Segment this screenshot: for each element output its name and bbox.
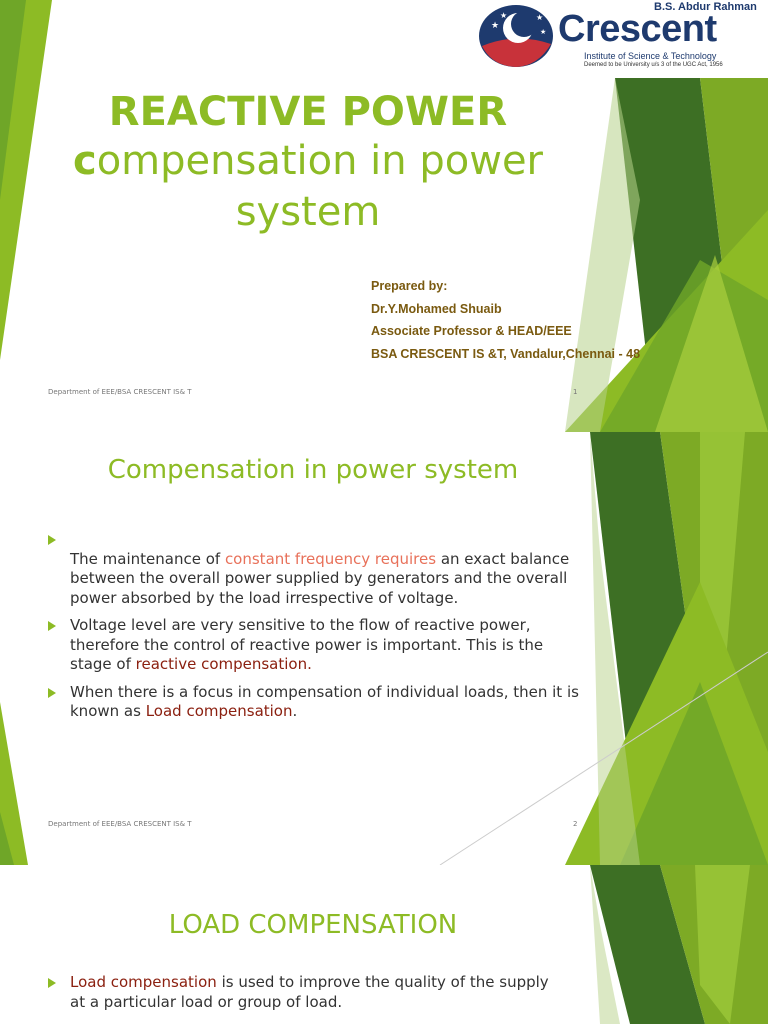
crescent-logo xyxy=(476,0,768,74)
list-item xyxy=(48,616,583,675)
slide-2-title: Compensation in power system xyxy=(107,455,519,485)
logo-name: Crescent xyxy=(558,8,717,50)
b1-post: an exact balance between the overall power supplied by generators and the overall power absorbed by the load irrespective of voltage. xyxy=(70,549,570,607)
slide-2-footer: Department of EEE/BSA CRESCENT IS& T xyxy=(48,820,192,828)
b2-highlight: reactive compensation. xyxy=(135,655,312,673)
logo-line2: Deemed to be University u/s 3 of the UGC Act, 1956 xyxy=(584,62,723,68)
title-line-2-rest: ompensation in power xyxy=(96,138,543,184)
slide-2-page-number: 2 xyxy=(573,820,578,828)
title-line-1: REACTIVE POWER xyxy=(108,89,508,135)
prepared-by-label: Prepared by: xyxy=(371,279,448,293)
author-institution: BSA CRESCENT IS &T, Vandalur,Chennai - 48 xyxy=(371,346,641,361)
slide-1 xyxy=(0,0,768,432)
slide-1-page-number: 1 xyxy=(573,388,578,396)
slide-3-bullet-list xyxy=(48,973,568,1020)
bullet-arrow-icon xyxy=(48,978,56,988)
b1-highlight: constant frequency requires xyxy=(224,549,437,568)
b3-highlight: Load compensation xyxy=(145,702,293,720)
b1-post: is used to improve the quality of the supply at a particular load or group of load. xyxy=(70,973,549,1011)
slide-1-footer: Department of EEE/BSA CRESCENT IS& T xyxy=(48,388,192,396)
title-line-2 xyxy=(30,136,586,186)
svg-text:★: ★ xyxy=(491,21,500,31)
logo-line1: Institute of Science & Technology xyxy=(584,51,717,61)
slide-2-bullet-list xyxy=(48,530,583,730)
slide-1-title xyxy=(30,88,586,238)
bullet-arrow-icon xyxy=(48,535,56,545)
author-title: Associate Professor & HEAD/EEE xyxy=(371,324,572,338)
bullet-arrow-icon xyxy=(48,688,56,698)
b2-pre: Voltage level are very sensitive to the flow of reactive power, therefore the control of reactive power is important. This is the stage of xyxy=(70,616,544,673)
b3-pre: When there is a focus in compensation of individual loads, then it is known as xyxy=(70,682,579,720)
title-line-3: system xyxy=(235,189,381,235)
bullet-arrow-icon xyxy=(48,621,56,631)
title-c: c xyxy=(72,138,97,184)
b3-post: . xyxy=(292,702,298,720)
author-name: Dr.Y.Mohamed Shuaib xyxy=(371,301,502,316)
list-item xyxy=(48,973,568,1012)
svg-text:★: ★ xyxy=(540,28,547,36)
slide-2 xyxy=(0,432,768,865)
slide-3-title: LOAD COMPENSATION xyxy=(168,910,458,940)
crescent-emblem-icon xyxy=(478,4,554,68)
b1-pre: The maintenance of xyxy=(70,549,225,568)
list-item xyxy=(48,530,583,608)
list-item xyxy=(48,683,583,722)
svg-text:★: ★ xyxy=(500,11,508,20)
slide-3 xyxy=(0,865,768,1024)
b1-highlight: Load compensation xyxy=(70,973,217,991)
prepared-by-block xyxy=(371,275,640,365)
logo-top-text: B.S. Abdur Rahman xyxy=(654,1,757,13)
svg-text:★: ★ xyxy=(536,13,544,22)
